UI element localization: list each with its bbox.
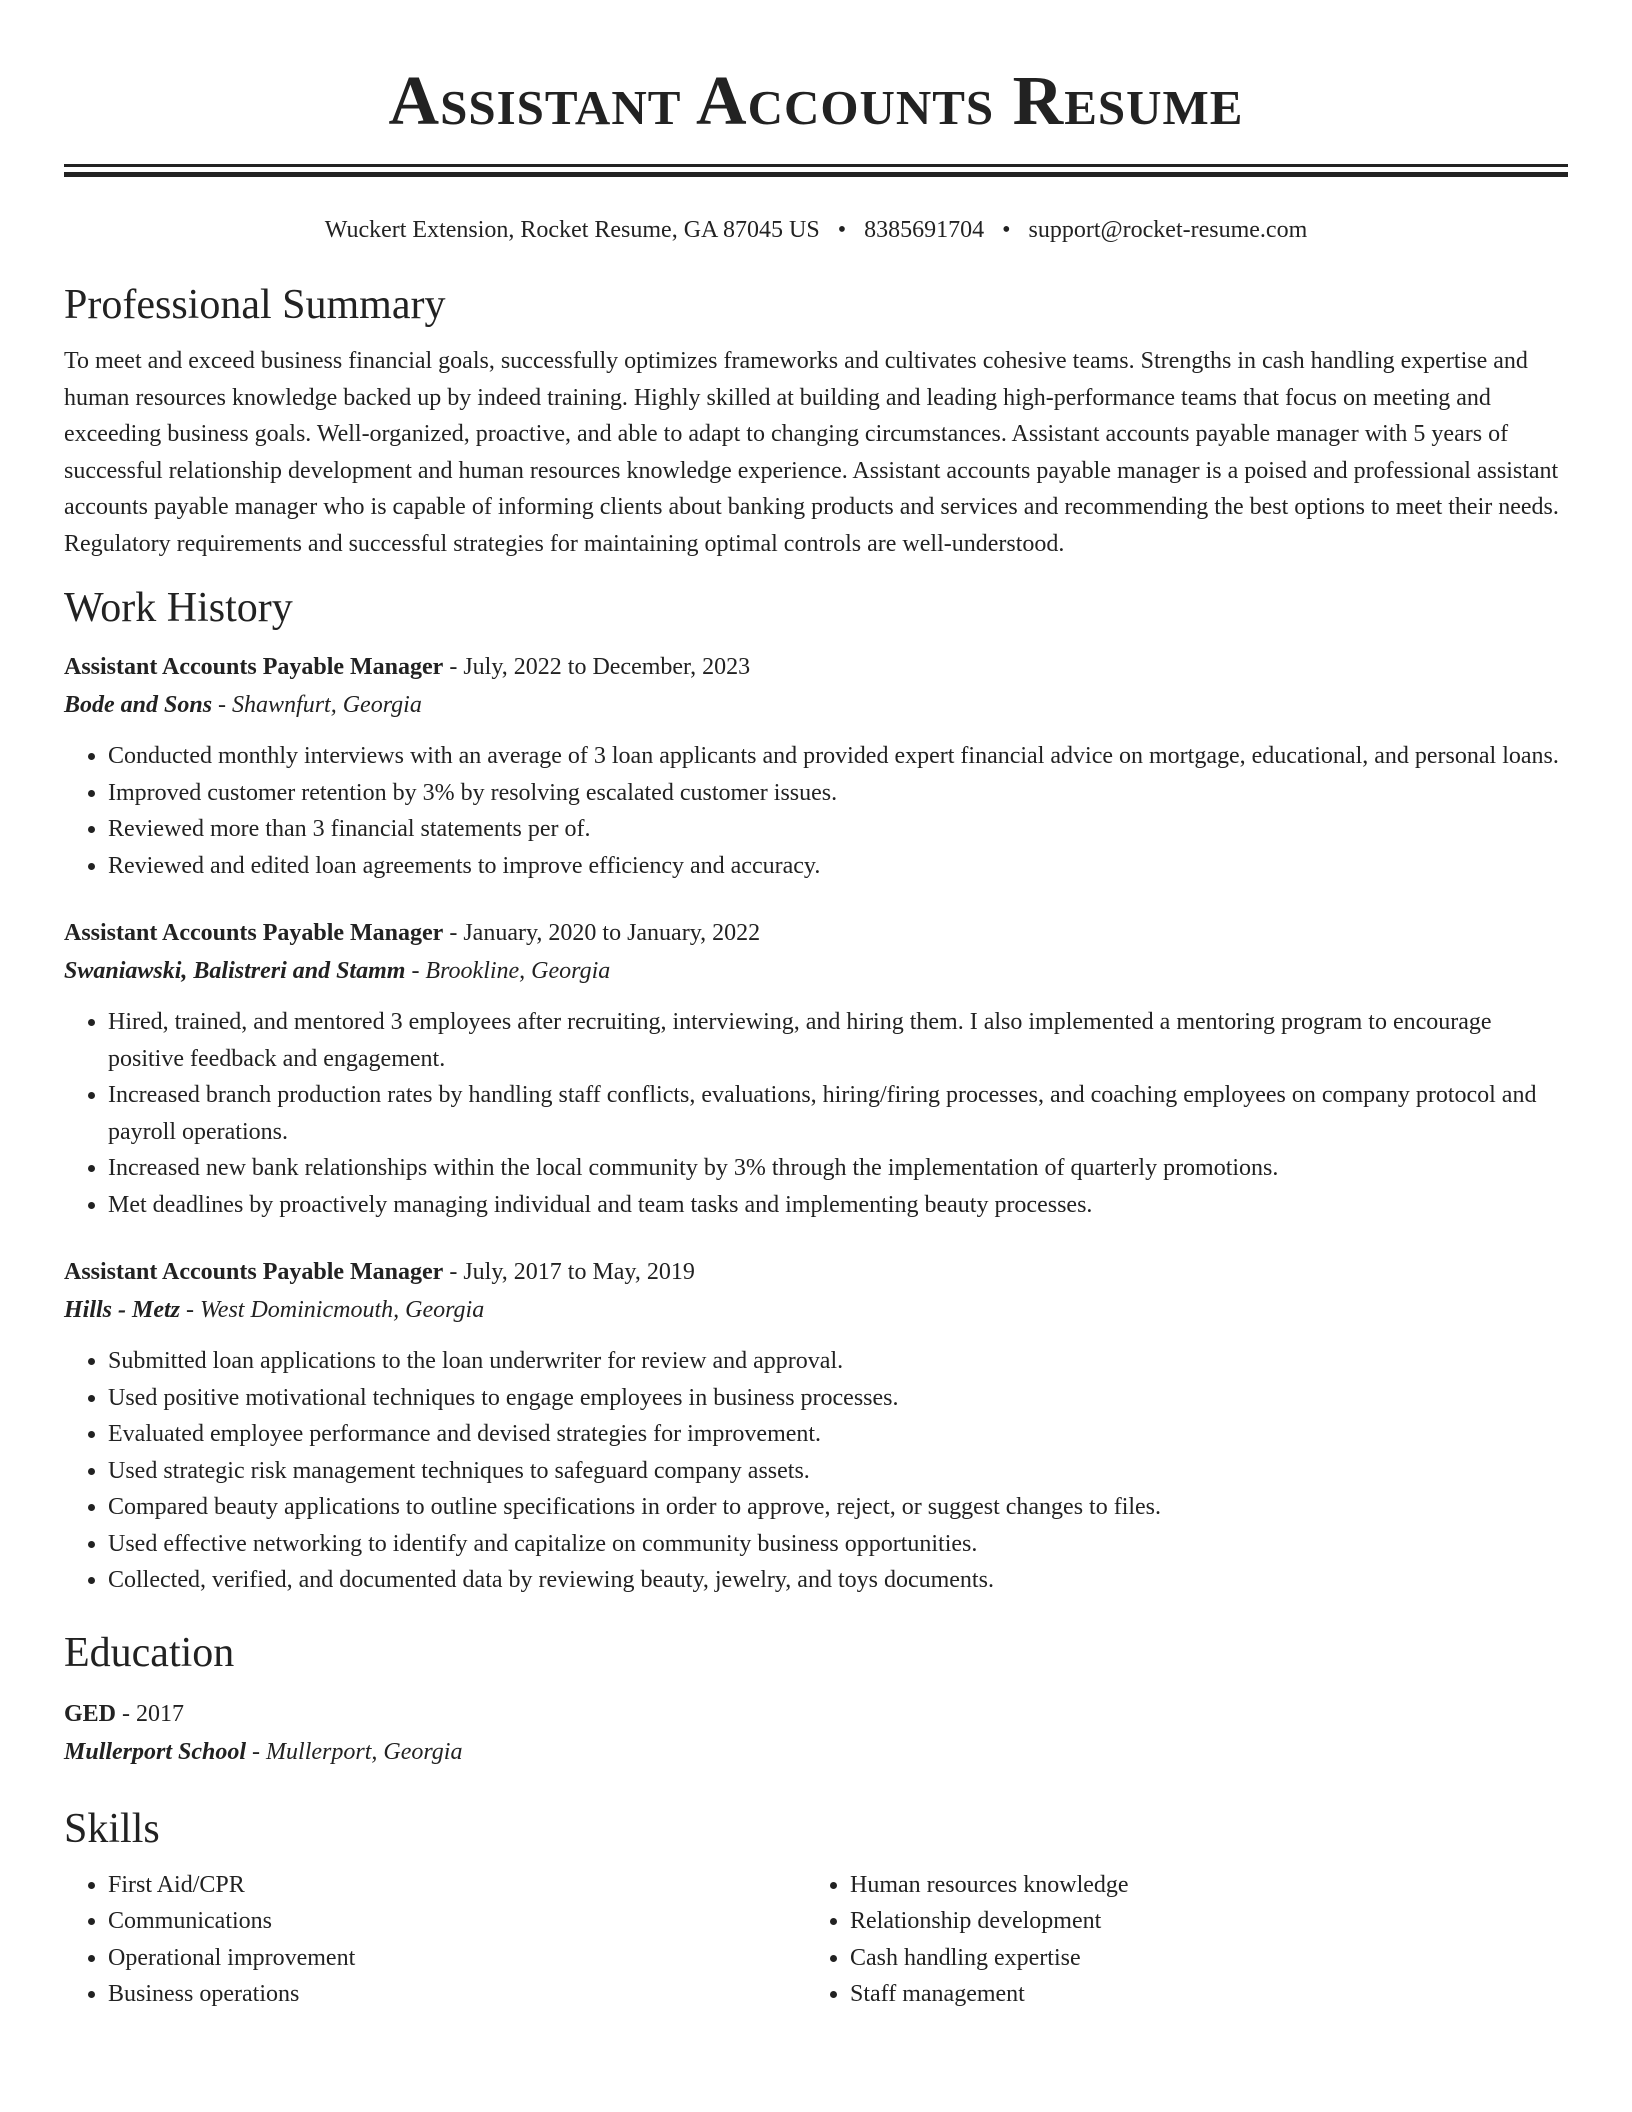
summary-text: To meet and exceed business financial goals, successfully optimizes frameworks and cultivates cohesive teams. Strengths in cash handling expertise and human resources knowledge backed up by indeed training. Highly skilled at building and leading high-performance teams that focus on meeting and exceeding business goals. Well-organized, proactive, and able to adapt to changing circumstances. Assistant accounts payable manager with 5 years of successful relationship development and human resources knowledge experience. Assistant accounts payable manager is a poised and professional assistant accounts payable manager who is capable of informing clients about banking products and services and recommending the best options to meet their needs. Regulatory requirements and successful strategies for maintaining optimal controls are well-understood. — [64, 348, 1559, 557]
list-item: • Evaluated employee performance and devised strategies for improvement. — [108, 1416, 1568, 1453]
job-company-line — [64, 686, 1568, 724]
contact-line — [64, 213, 1568, 247]
list-item: • Used strategic risk management techniques to safeguard company assets. — [108, 1453, 1568, 1490]
contact-separator: • — [837, 217, 847, 243]
job-company: Swaniawski, Balistreri and Stamm — [64, 958, 406, 984]
work-history-heading: Work History — [64, 585, 293, 631]
list-item: • Hired, trained, and mentored 3 employees after recruiting, interviewing, and hiring them. I also implemented a mentoring program to encourage positive feedback and engagement. — [108, 1004, 1568, 1077]
resume-title: Assistant Accounts Resume — [388, 63, 1244, 140]
job-company-line — [64, 1291, 1568, 1329]
list-item: • Met deadlines by proactively managing individual and team tasks and implementing beauty processes. — [108, 1187, 1568, 1224]
list-item: • Submitted loan applications to the loan underwriter for review and approval. — [108, 1343, 1568, 1380]
education-heading: Education — [64, 1629, 235, 1676]
contact-address: Wuckert Extension, Rocket Resume, GA 87045 US — [324, 217, 820, 243]
job-company-line — [64, 952, 1568, 990]
contact-phone: 8385691704 — [864, 217, 985, 243]
job-bullets — [64, 1004, 1568, 1223]
job-location: - Brookline, Georgia — [405, 958, 611, 984]
skill-item: • Cash handling expertise — [850, 1940, 1548, 1977]
education-degree-line — [64, 1695, 1568, 1733]
job-bullets — [64, 738, 1568, 884]
title-rule-top — [64, 164, 1568, 167]
skill-item: • Human resources knowledge — [850, 1867, 1548, 1904]
job-role-line — [64, 648, 1568, 686]
education-school-line — [64, 1733, 1568, 1771]
title-rule-bottom — [64, 172, 1568, 177]
job-title: Assistant Accounts Payable Manager — [64, 654, 444, 680]
skill-item: • Operational improvement — [108, 1940, 806, 1977]
job-title: Assistant Accounts Payable Manager — [64, 1259, 444, 1285]
job-entry — [64, 1253, 1568, 1599]
skills-right-column — [806, 1867, 1548, 2013]
skill-item: • Relationship development — [850, 1903, 1548, 1940]
list-item: • Compared beauty applications to outline specifications in order to approve, reject, or suggest changes to files. — [108, 1489, 1568, 1526]
job-role-line — [64, 914, 1568, 952]
contact-email: support@rocket-resume.com — [1028, 217, 1308, 243]
list-item: • Used positive motivational techniques to engage employees in business processes. — [108, 1380, 1568, 1417]
list-item: • Conducted monthly interviews with an average of 3 loan applicants and provided expert financial advice on mortgage, educational, and personal loans. — [108, 738, 1568, 775]
list-item: • Reviewed and edited loan agreements to improve efficiency and accuracy. — [108, 848, 1568, 885]
job-role-line — [64, 1253, 1568, 1291]
skills-columns — [64, 1867, 1568, 2013]
skill-item: • Staff management — [850, 1976, 1548, 2013]
skill-item: • Business operations — [108, 1976, 806, 2013]
job-title: Assistant Accounts Payable Manager — [64, 920, 444, 946]
job-entry — [64, 648, 1568, 884]
job-dates: - January, 2020 to January, 2022 — [443, 920, 761, 946]
list-item: • Used effective networking to identify and capitalize on community business opportunities. — [108, 1526, 1568, 1563]
list-item: • Increased new bank relationships within the local community by 3% through the implementation of quarterly promotions. — [108, 1150, 1568, 1187]
summary-heading: Professional Summary — [64, 282, 446, 328]
skill-item: • First Aid/CPR — [108, 1867, 806, 1904]
skill-item: • Communications — [108, 1903, 806, 1940]
job-entry — [64, 914, 1568, 1223]
resume-page — [64, 0, 1568, 2013]
job-company: Hills - Metz — [64, 1297, 181, 1323]
education-entry — [64, 1695, 1568, 1771]
job-location: - West Dominicmouth, Georgia — [180, 1297, 485, 1323]
list-item: • Reviewed more than 3 financial statements per of. — [108, 811, 1568, 848]
education-degree: GED — [64, 1700, 117, 1727]
education-school: Mullerport School — [64, 1738, 247, 1765]
list-item: • Increased branch production rates by handling staff conflicts, evaluations, hiring/firing processes, and coaching employees on company protocol and payroll operations. — [108, 1077, 1568, 1150]
skills-heading: Skills — [64, 1805, 160, 1852]
education-year: - 2017 — [116, 1700, 185, 1727]
contact-separator: • — [1002, 217, 1011, 243]
skills-left-column — [64, 1867, 806, 2013]
job-dates: - July, 2017 to May, 2019 — [443, 1259, 695, 1285]
job-bullets — [64, 1343, 1568, 1599]
list-item: • Improved customer retention by 3% by resolving escalated customer issues. — [108, 775, 1568, 812]
job-location: - Shawnfurt, Georgia — [212, 692, 422, 718]
job-company: Bode and Sons — [64, 692, 213, 718]
list-item: • Collected, verified, and documented data by reviewing beauty, jewelry, and toys documents. — [108, 1562, 1568, 1599]
education-location: - Mullerport, Georgia — [246, 1738, 463, 1765]
job-dates: - July, 2022 to December, 2023 — [443, 654, 751, 680]
